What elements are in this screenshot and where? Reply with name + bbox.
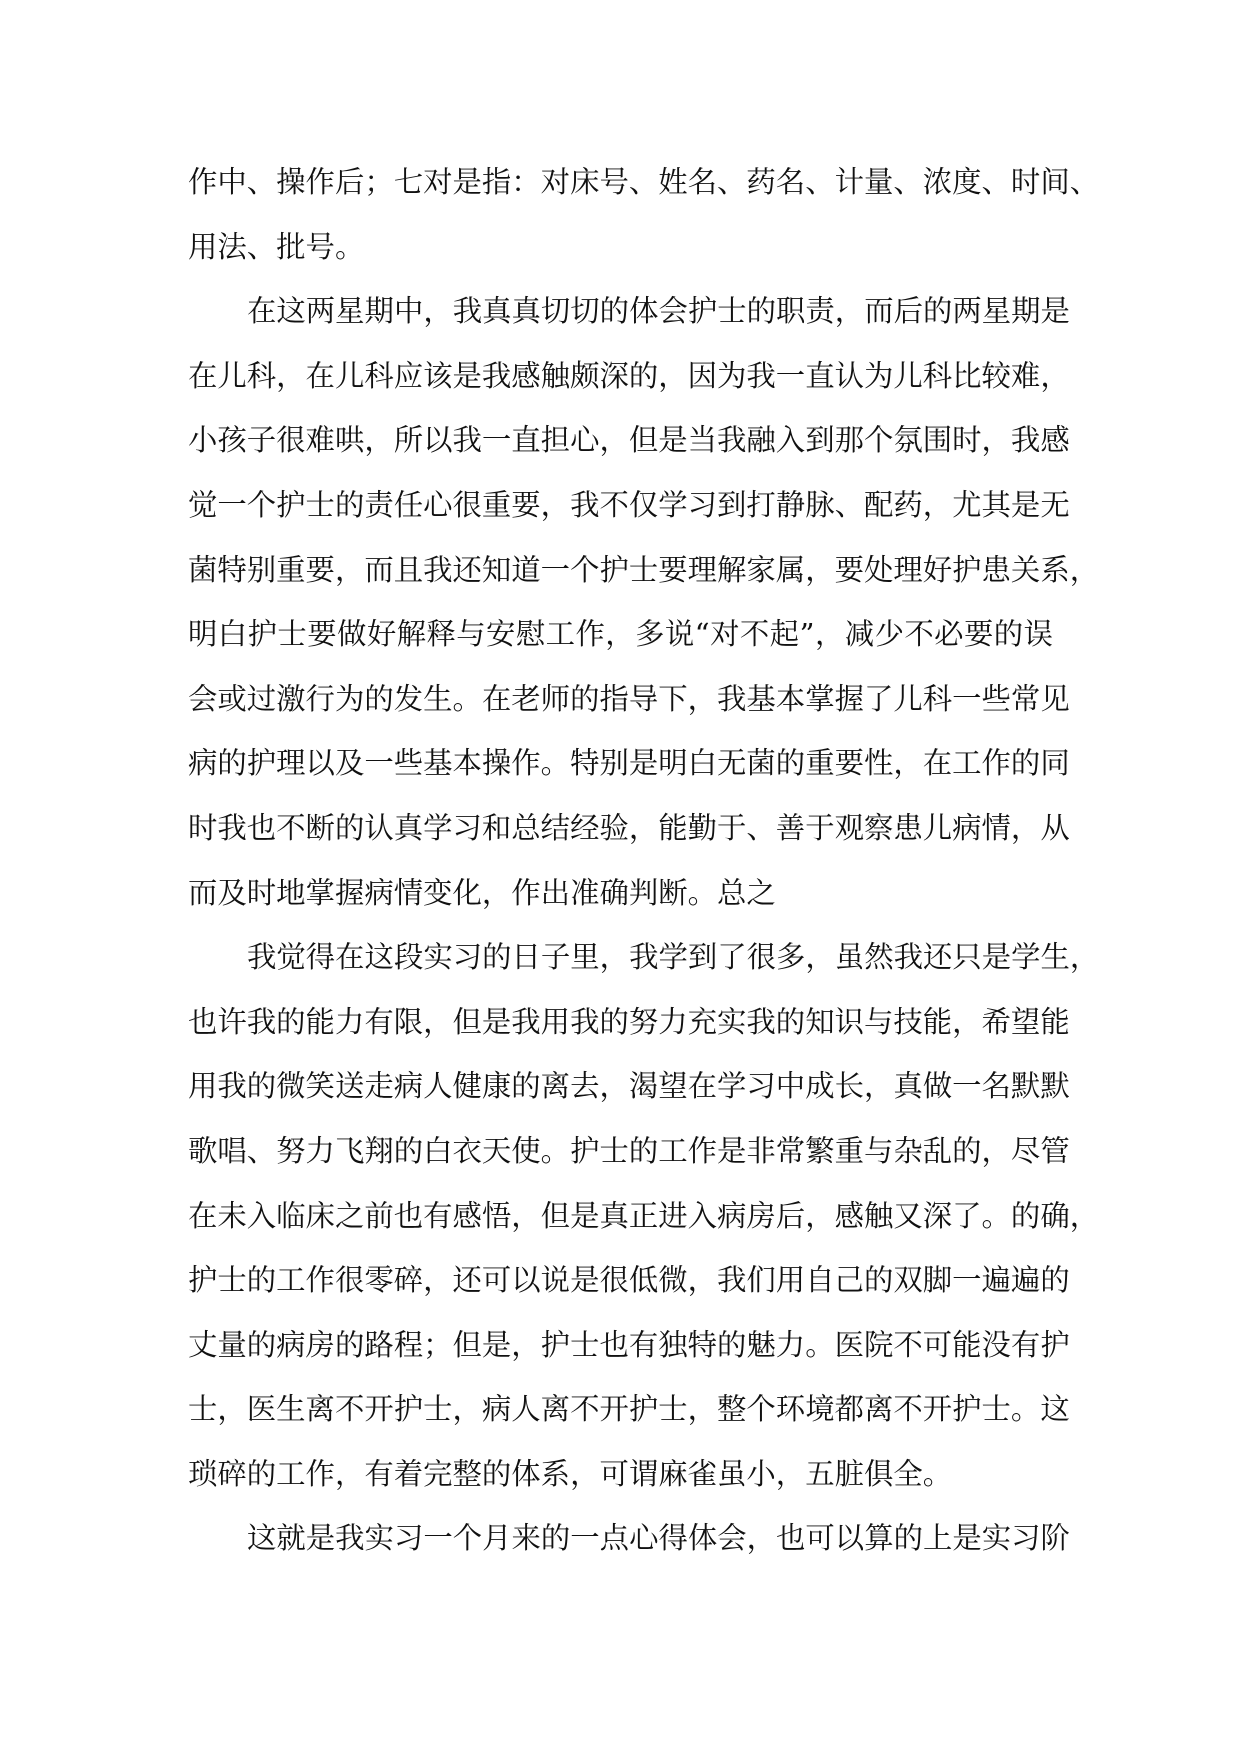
paragraph-start-line: 在这两星期中，我真真切切的体会护士的职责，而后的两星期是 xyxy=(247,294,1070,329)
text-line: 小孩子很难哄，所以我一直担心，但是当我融入到那个氛围时，我感 xyxy=(188,423,1070,458)
paragraph-start-line: 这就是我实习一个月来的一点心得体会，也可以算的上是实习阶 xyxy=(247,1521,1070,1556)
text-line: 作中、操作后；七对是指：对床号、姓名、药名、计量、浓度、时间、 xyxy=(188,165,1100,199)
text-line: 明白护士要做好解释与安慰工作，多说“对不起”，减少不必要的误 xyxy=(188,617,1053,652)
text-line: 用我的微笑送走病人健康的离去，渴望在学习中成长，真做一名默默 xyxy=(188,1069,1070,1104)
text-line: 护士的工作很零碎，还可以说是很低微，我们用自己的双脚一遍遍的 xyxy=(188,1263,1070,1298)
text-line: 士，医生离不开护士，病人离不开护士，整个环境都离不开护士。这 xyxy=(188,1392,1070,1427)
paragraph-start-line: 我觉得在这段实习的日子里，我学到了很多，虽然我还只是学生， xyxy=(247,940,1100,975)
text-line: 歌唱、努力飞翔的白衣天使。护士的工作是非常繁重与杂乱的，尽管 xyxy=(188,1133,1070,1168)
text-line: 觉一个护士的责任心很重要，我不仅学习到打静脉、配药，尤其是无 xyxy=(188,487,1070,522)
text-line: 丈量的病房的路程；但是，护士也有独特的魅力。医院不可能没有护 xyxy=(188,1327,1070,1362)
text-line: 菌特别重要，而且我还知道一个护士要理解家属，要处理好护患关系， xyxy=(188,552,1100,587)
text-line: 时我也不断的认真学习和总结经验，能勤于、善于观察患儿病情，从 xyxy=(188,810,1070,845)
text-line: 在未入临床之前也有感悟，但是真正进入病房后，感触又深了。的确， xyxy=(188,1198,1100,1233)
text-line: 会或过激行为的发生。在老师的指导下，我基本掌握了儿科一些常见 xyxy=(188,681,1070,716)
text-line: 病的护理以及一些基本操作。特别是明白无菌的重要性，在工作的同 xyxy=(188,746,1070,781)
text-line: 也许我的能力有限，但是我用我的努力充实我的知识与技能，希望能 xyxy=(188,1004,1070,1039)
document-body xyxy=(188,150,1100,1571)
text-line: 琐碎的工作，有着完整的体系，可谓麻雀虽小，五脏俱全。 xyxy=(188,1456,953,1491)
text-line: 在儿科，在儿科应该是我感触颇深的，因为我一直认为儿科比较难， xyxy=(188,358,1070,393)
text-line: 而及时地掌握病情变化，作出准确判断。总之 xyxy=(188,875,776,910)
text-line: 用法、批号。 xyxy=(188,229,365,264)
